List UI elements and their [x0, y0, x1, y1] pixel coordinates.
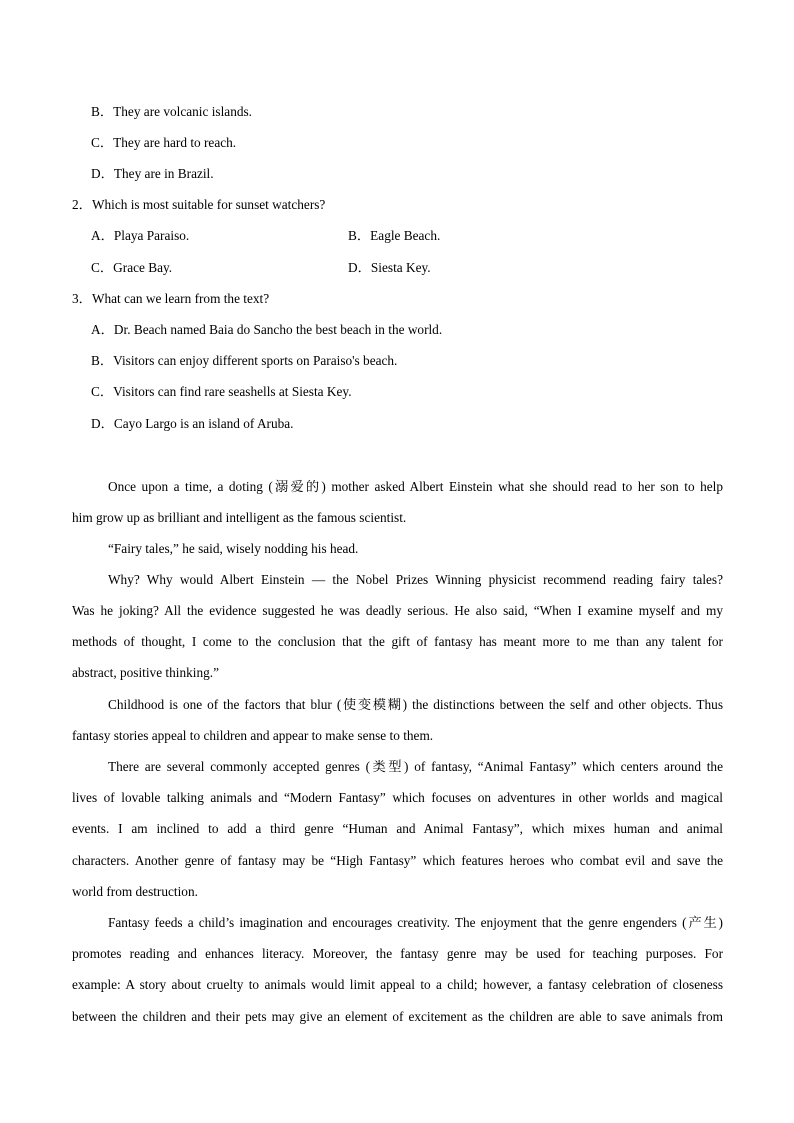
- q1-option-c: C．They are hard to reach.: [91, 135, 237, 150]
- q3-stem: 3．What can we learn from the text?: [72, 291, 270, 306]
- passage-line: fantasy stories appeal to children and appear to make sense to them.: [72, 728, 434, 743]
- passage-line: methods of thought, I come to the conclusion that the gift of fantasy has meant more to me than any talent for: [72, 634, 723, 649]
- passage-line: “Fairy tales,” he said, wisely nodding his head.: [108, 541, 359, 556]
- q2-option-a: A．Playa Paraiso.: [91, 228, 190, 243]
- passage-line: between the children and their pets may give an element of excitement as the children are able to save animals from: [72, 1009, 723, 1024]
- passage-line: Childhood is one of the factors that blur (使变模糊) the distinctions between the self and other objects. Thus: [108, 697, 723, 712]
- passage-line: Was he joking? All the evidence suggested he was deadly serious. He also said, “When I examine myself and my: [72, 603, 723, 618]
- passage-line: There are several commonly accepted genres (类型) of fantasy, “Animal Fantasy” which centers around the: [108, 759, 723, 774]
- passage-line: abstract, positive thinking.”: [72, 665, 219, 680]
- passage-line: events. I am inclined to add a third genre “Human and Animal Fantasy”, which mixes human and animal: [72, 821, 723, 836]
- q1-option-d: D．They are in Brazil.: [91, 166, 214, 181]
- passage-line: world from destruction.: [72, 884, 198, 899]
- q2-option-b: B．Eagle Beach.: [348, 228, 441, 243]
- passage-line: lives of lovable talking animals and “Modern Fantasy” which focuses on adventures in other worlds and magical: [72, 790, 723, 805]
- q3-option-d: D．Cayo Largo is an island of Aruba.: [91, 416, 294, 431]
- passage-line: characters. Another genre of fantasy may be “High Fantasy” which features heroes who combat evil and save the: [72, 853, 723, 868]
- q3-option-c: C．Visitors can find rare seashells at Siesta Key.: [91, 384, 352, 399]
- passage-line: Once upon a time, a doting (溺爱的) mother asked Albert Einstein what she should read to her son to help: [108, 479, 723, 494]
- q2-stem: 2．Which is most suitable for sunset watchers?: [72, 197, 326, 212]
- passage-line: Why? Why would Albert Einstein — the Nobel Prizes Winning physicist recommend reading fairy tales?: [108, 572, 723, 587]
- q2-option-c: C．Grace Bay.: [91, 260, 173, 275]
- passage-line: promotes reading and enhances literacy. Moreover, the fantasy genre may be used for teaching purposes. For: [72, 946, 723, 961]
- q2-option-d: D．Siesta Key.: [348, 260, 431, 275]
- passage-line: example: A story about cruelty to animals would limit appeal to a child; however, a fantasy celebration of closeness: [72, 977, 723, 992]
- q1-option-b: B．They are volcanic islands.: [91, 104, 252, 119]
- passage-line: him grow up as brilliant and intelligent as the famous scientist.: [72, 510, 407, 525]
- passage-line: Fantasy feeds a child’s imagination and encourages creativity. The enjoyment that the genre engenders (产生): [108, 915, 723, 930]
- q3-option-b: B．Visitors can enjoy different sports on Paraiso's beach.: [91, 353, 398, 368]
- q3-option-a: A．Dr. Beach named Baia do Sancho the best beach in the world.: [91, 322, 443, 337]
